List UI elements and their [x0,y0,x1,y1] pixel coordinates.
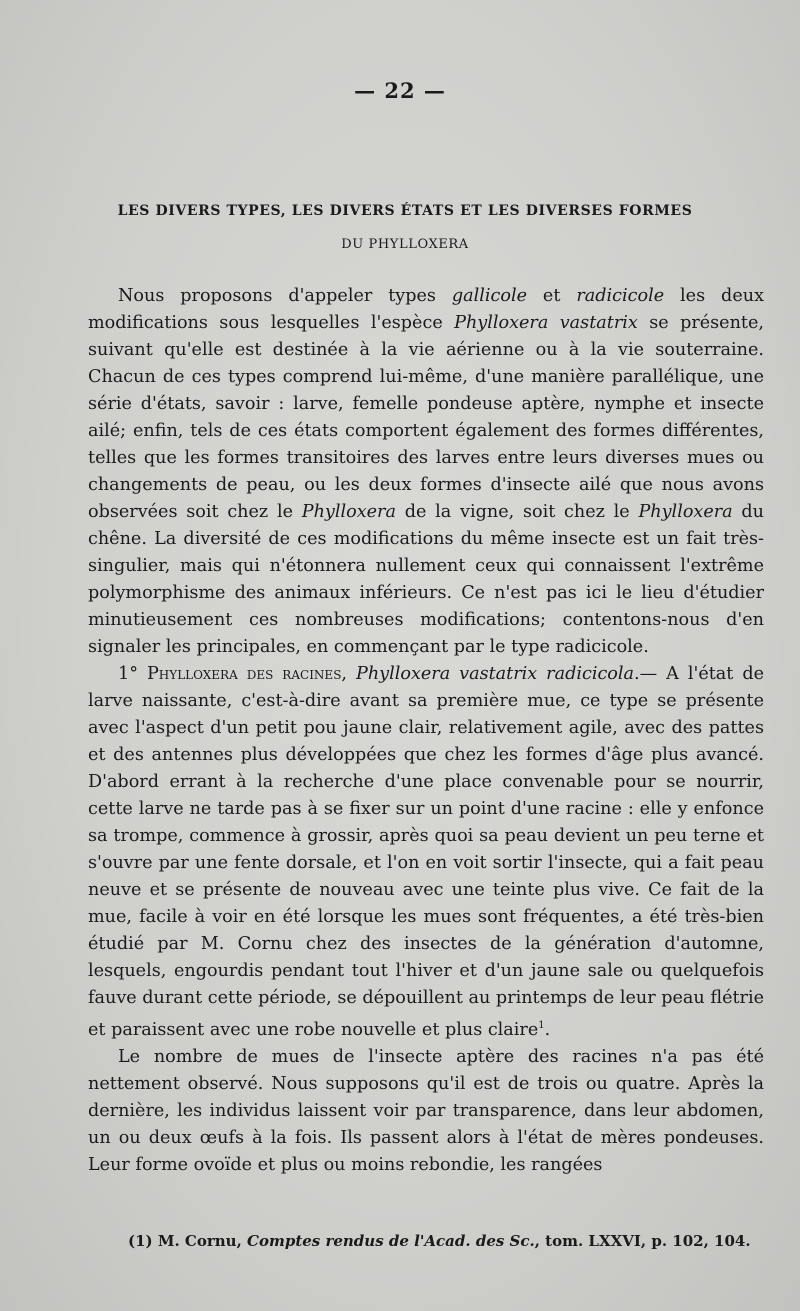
section-heading: LES DIVERS TYPES, LES DIVERS ÉTATS ET LES DIVERSES FORMES [117,203,693,219]
paragraph-radicicole: 1° Phylloxera des racines, Phylloxera vastatrix radicicola.— A l'état de larve naissante, c'est-à-dire avant sa première mue, ce type se présente avec l'aspect d'un petit pou jaune clair, relativement agile, avec des pattes et des antennes plus développées que chez les formes d'âge plus avancé. D'abord errant à la recherche d'une place convenable pour se nourrir, cette larve ne tarde pas à se fixer sur un point d'une racine : elle y enfonce sa trompe, commence à grossir, après quoi sa peau devient un peu terne et s'ouvre par une fente dorsale, et l'on en voit sortir l'insecte, qui a fait peau neuve et se présente de nouveau avec une teinte plus vive. Ce fait de la mue, facile à voir en été lorsque les mues sont fréquentes, a été très-bien étudié par M. Cornu chez des insectes de la génération d'automne, lesquels, engourdis pendant tout l'hiver et d'un jaune sale ou quelquefois fauve durant cette période, se dépouillent au printemps de leur peau flétrie et paraissent avec une robe nouvelle et plus claire$^1$. [88,664,765,1040]
footnote-reference: 1 [538,1020,545,1031]
body-text [88,283,764,1179]
footnote: (1) M. Cornu, Comptes rendus de l'Acad. des Sc., tom. LXXVI, p. 102, 104. [128,1232,751,1250]
paragraph-intro: Nous proposons d'appeler types gallicole et radicicole les deux modifications sous lesquelles l'espèce Phylloxera vastatrix se présente, suivant qu'elle est destinée à la vie aérienne ou à la vie souterraine. Chacun de ces types comprend lui-même, d'une manière parallélique, une série d'états, savoir : larve, femelle pondeuse aptère, nymphe et insecte ailé; enfin, tels de ces états comportent également des formes différentes, telles que les formes transitoires des larves entre leurs diverses mues ou changements de peau, ou les deux formes d'insecte ailé que nous avons observées soit chez le Phylloxera de la vigne, soit chez le Phylloxera du chêne. La diversité de ces modifications du même insecte est un fait très-singulier, mais qui n'étonnera nullement ceux qui connaissent l'extrême polymorphisme des animaux inférieurs. Ce n'est pas ici le lieu d'étudier minutieusement ces nombreuses modifications; contentons-nous d'en signaler les principales, en commençant par le type radicicole. [88,286,765,657]
page-number: — 22 — [354,78,446,103]
paragraph-mues: Le nombre de mues de l'insecte aptère des racines n'a pas été nettement observé. Nous supposons qu'il est de trois ou quatre. Après la dernière, les individus laissent voir par transparence, dans leur abdomen, un ou deux œufs à la fois. Ils passent alors à l'état de mères pondeuses. Leur forme ovoïde et plus ou moins rebondie, les rangées [88,1046,764,1175]
section-subheading: DU PHYLLOXERA [341,237,469,252]
